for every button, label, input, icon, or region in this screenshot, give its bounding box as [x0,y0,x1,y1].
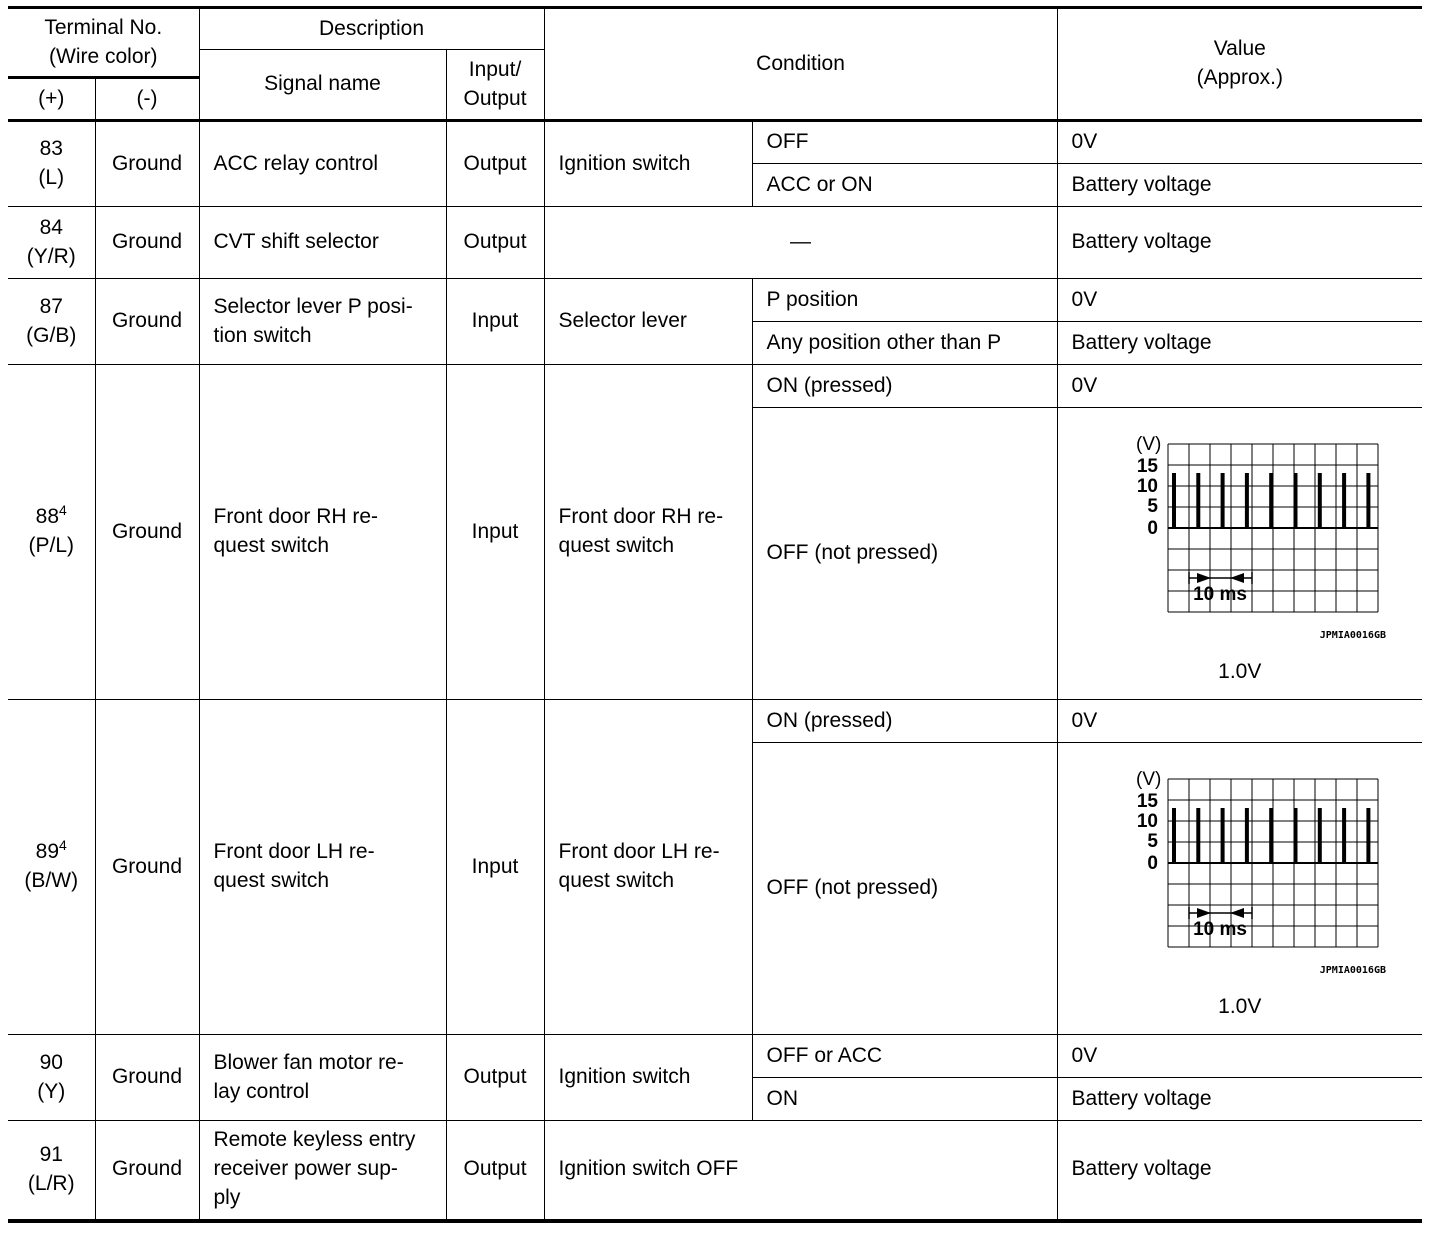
value-cell: 0V [1057,279,1422,322]
header-condition: Condition [544,8,1057,121]
time-marker-arrow [1197,573,1211,583]
state-cell: ON (pressed) [752,700,1057,743]
signal-name-cell: Selector lever P posi- tion switch [199,279,446,365]
table-row [8,365,1422,408]
waveform-trace [1168,809,1378,863]
waveform-trace [1168,474,1378,528]
signal-name-cell: CVT shift selector [199,207,446,279]
ground-cell: Ground [95,1035,199,1121]
ground-cell: Ground [95,700,199,1035]
image-id-label: JPMIA0016GB [1319,630,1386,642]
state-cell: P position [752,279,1057,322]
header-terminal-no: Terminal No. (Wire color) [8,8,199,78]
terminal-cell: $88^4$ (P/L) [8,365,95,700]
condition-cell: — [544,207,1057,279]
state-cell: OFF (not pressed) [752,743,1057,1035]
value-cell: Battery voltage [1057,322,1422,365]
y-tick-label: 10 [1136,476,1158,498]
time-marker-arrow [1230,908,1244,918]
state-cell: Any position other than P [752,322,1057,365]
waveform-chart [1090,420,1390,658]
condition-cell: Front door RH re- quest switch [544,365,752,700]
ground-cell: Ground [95,279,199,365]
terminal-cell: 87 (G/B) [8,279,95,365]
y-tick-label: 15 [1136,456,1158,478]
condition-cell: Ignition switch [544,121,752,207]
value-cell: Battery voltage [1057,1121,1422,1221]
image-id-label: JPMIA0016GB [1319,965,1386,977]
y-tick-label: 0 [1147,853,1158,875]
value-cell [1057,408,1422,700]
y-tick-label: 5 [1147,496,1158,518]
state-cell: OFF [752,121,1057,164]
condition-cell: Ignition switch [544,1035,752,1121]
waveform-chart [1090,755,1390,993]
table-row [8,1035,1422,1078]
value-cell: Battery voltage [1057,164,1422,207]
io-cell: Output [446,207,544,279]
value-cell: Battery voltage [1057,207,1422,279]
signal-name-cell: ACC relay control [199,121,446,207]
y-tick-label: 10 [1136,811,1158,833]
waveform-voltage: 1.0V [1218,995,1262,1019]
header-minus: (-) [95,78,199,121]
state-cell: OFF (not pressed) [752,408,1057,700]
terminal-cell: 90 (Y) [8,1035,95,1121]
terminal-cell: $89^4$ (B/W) [8,700,95,1035]
y-tick-label: 0 [1147,518,1158,540]
io-cell: Output [446,121,544,207]
waveform-voltage: 1.0V [1218,660,1262,684]
io-cell: Input [446,279,544,365]
condition-cell: Ignition switch OFF [544,1121,1057,1221]
signal-name-cell: Remote keyless entry receiver power sup- ply [199,1121,446,1221]
ground-cell: Ground [95,207,199,279]
io-cell: Output [446,1121,544,1221]
signal-name-cell: Front door LH re- quest switch [199,700,446,1035]
ground-cell: Ground [95,1121,199,1221]
io-cell: Input [446,700,544,1035]
state-cell: ON [752,1078,1057,1121]
ground-cell: Ground [95,365,199,700]
table-row [8,207,1422,279]
ground-cell: Ground [95,121,199,207]
table-row [8,1121,1422,1221]
terminal-cell: 91 (L/R) [8,1121,95,1221]
signal-name-cell: Blower fan motor re- lay control [199,1035,446,1121]
value-cell: 0V [1057,365,1422,408]
table-row [8,700,1422,743]
table-row [8,121,1422,164]
time-marker-arrow [1230,573,1244,583]
header-value: Value (Approx.) [1057,8,1422,121]
value-cell: 0V [1057,121,1422,164]
header-signal-name: Signal name [199,50,446,121]
state-cell: ON (pressed) [752,365,1057,408]
time-label: 10 ms [1192,584,1247,606]
header-plus: (+) [8,78,95,121]
header-description: Description [199,8,544,50]
time-marker-arrow [1197,908,1211,918]
value-cell: 0V [1057,700,1422,743]
io-cell: Input [446,365,544,700]
terminal-cell: 83 (L) [8,121,95,207]
table-row [8,279,1422,322]
state-cell: ACC or ON [752,164,1057,207]
value-cell: 0V [1057,1035,1422,1078]
condition-cell: Front door LH re- quest switch [544,700,752,1035]
io-cell: Output [446,1035,544,1121]
y-tick-label: 15 [1136,791,1158,813]
y-unit-label: (V) [1135,434,1162,456]
terminal-spec-table [8,6,1422,1223]
y-unit-label: (V) [1135,769,1162,791]
y-tick-label: 5 [1147,831,1158,853]
signal-name-cell: Front door RH re- quest switch [199,365,446,700]
state-cell: OFF or ACC [752,1035,1057,1078]
terminal-cell: 84 (Y/R) [8,207,95,279]
value-cell: Battery voltage [1057,1078,1422,1121]
condition-cell: Selector lever [544,279,752,365]
time-label: 10 ms [1192,919,1247,941]
header-input-output: Input/ Output [446,50,544,121]
value-cell [1057,743,1422,1035]
